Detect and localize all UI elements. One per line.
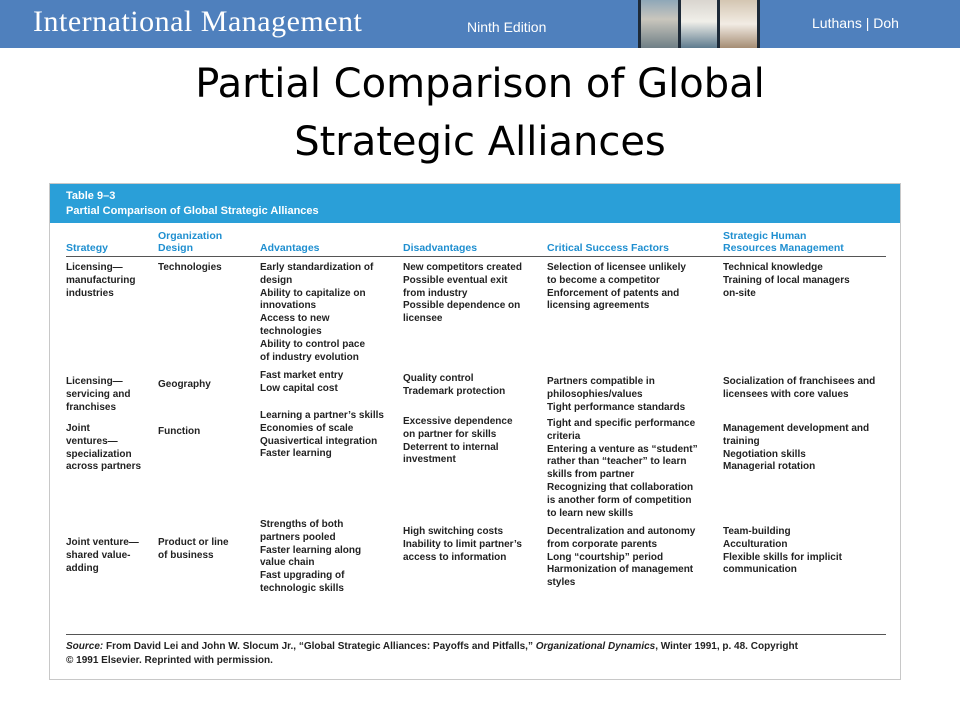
banner-photo xyxy=(720,0,757,48)
cell-line: Entering a venture as “student” xyxy=(547,443,698,455)
cell-line: licensing agreements xyxy=(547,300,650,312)
cell-line: technologic skills xyxy=(260,582,344,594)
table-cell-design xyxy=(158,262,222,275)
cell-line: Possible dependence on xyxy=(403,300,521,312)
cell-line: Fast market entry xyxy=(260,370,344,381)
banner-photo-strip xyxy=(638,0,760,48)
cell-line: Technologies xyxy=(158,262,222,273)
header-strategic-hrm xyxy=(723,230,844,254)
cell-line: Joint xyxy=(66,423,90,434)
cell-line: New competitors created xyxy=(403,262,522,273)
table-cell-shrm xyxy=(723,262,850,300)
header-strategy: Strategy xyxy=(66,242,109,254)
authors-label: Luthans | Doh xyxy=(812,15,899,31)
cell-line: servicing and xyxy=(66,388,131,400)
cell-line: Low capital cost xyxy=(260,382,338,394)
source-copyright: © 1991 Elsevier. Reprinted with permission. xyxy=(66,655,273,666)
cell-line: Faster learning xyxy=(260,448,332,460)
source-text: From David Lei and John W. Slocum Jr., “Global Strategic Alliances: Payoffs and Pitfalls,” xyxy=(103,641,536,652)
table-cell-advantages xyxy=(260,410,384,461)
table-cell-disadvantages xyxy=(403,416,513,467)
table-cell-disadvantages xyxy=(403,262,522,326)
cell-line: Geography xyxy=(158,379,211,390)
cell-line: Ability to control pace xyxy=(260,338,366,350)
cell-line: Excessive dependence xyxy=(403,416,513,427)
header-critical-success-factors: Critical Success Factors xyxy=(547,242,669,254)
cell-line: Technical knowledge xyxy=(723,262,823,273)
source-text: , Winter 1991, p. 48. Copyright xyxy=(655,641,798,652)
cell-line: styles xyxy=(547,577,576,589)
header-advantages: Advantages xyxy=(260,242,320,254)
cell-line: across partners xyxy=(66,461,142,473)
cell-line: investment xyxy=(403,454,456,466)
cell-line: Partners compatible in xyxy=(547,376,655,387)
slide-title-line: Partial Comparison of Global xyxy=(195,61,765,107)
cell-line: Flexible skills for implicit xyxy=(723,551,842,563)
header-line: Strategic Human xyxy=(723,230,807,242)
cell-line: Licensing— xyxy=(66,262,123,273)
cell-line: High switching costs xyxy=(403,526,504,537)
cell-line: Early standardization of xyxy=(260,262,374,273)
cell-line: specialization xyxy=(66,448,132,460)
table-cell-disadvantages xyxy=(403,373,505,399)
cell-line: ventures— xyxy=(66,435,118,447)
cell-line: Harmonization of management xyxy=(547,564,694,576)
cell-line: Inability to limit partner’s xyxy=(403,538,522,550)
cell-line: adding xyxy=(66,562,99,574)
cell-line: Acculturation xyxy=(723,538,788,550)
cell-line: Product or line xyxy=(158,537,229,548)
table-cell-csf xyxy=(547,376,685,414)
cell-line: Training of local managers xyxy=(723,274,850,286)
cell-line: Quasivertical integration xyxy=(260,435,378,447)
cell-line: from industry xyxy=(403,287,468,299)
table-cell-advantages xyxy=(260,519,361,596)
cell-line: rather than “teacher” to learn xyxy=(547,456,687,468)
header-rule xyxy=(66,256,886,257)
table-cell-strategy xyxy=(66,262,135,300)
cell-line: Strengths of both xyxy=(260,519,344,530)
cell-line: Negotiation skills xyxy=(723,448,806,460)
table-cell-csf xyxy=(547,418,698,520)
cell-line: value chain xyxy=(260,557,315,569)
table-cell-advantages xyxy=(260,370,343,396)
header-banner xyxy=(0,0,960,48)
table-cell-design xyxy=(158,426,200,439)
source-journal: Organizational Dynamics xyxy=(535,641,656,652)
cell-line: of business xyxy=(158,549,214,561)
cell-line: Function xyxy=(158,426,201,437)
header-line: Resources Management xyxy=(723,242,844,254)
cell-line: design xyxy=(260,274,293,286)
cell-line: Trademark protection xyxy=(403,385,506,397)
cell-line: Managerial rotation xyxy=(723,461,816,473)
table-cell-strategy xyxy=(66,423,141,474)
cell-line: shared value- xyxy=(66,549,131,561)
banner-photo xyxy=(641,0,678,48)
cell-line: licensees with core values xyxy=(723,388,849,400)
table-number: Table 9–3 xyxy=(66,190,116,202)
cell-line: from corporate parents xyxy=(547,538,658,550)
source-lead: Source: xyxy=(66,641,104,652)
cell-line: Licensing— xyxy=(66,376,123,387)
cell-line: Quality control xyxy=(403,373,474,384)
cell-line: manufacturing xyxy=(66,274,136,286)
cell-line: skills from partner xyxy=(547,469,635,481)
cell-line: licensee xyxy=(403,313,443,325)
cell-line: Deterrent to internal xyxy=(403,441,499,453)
table-cell-shrm xyxy=(723,423,869,474)
cell-line: Possible eventual exit xyxy=(403,274,508,286)
cell-line: of industry evolution xyxy=(260,351,359,363)
cell-line: Management development and xyxy=(723,423,870,434)
cell-line: on-site xyxy=(723,287,756,299)
slide-title-line: Strategic Alliances xyxy=(294,119,666,165)
table-cell-shrm xyxy=(723,526,842,577)
cell-line: criteria xyxy=(547,430,581,442)
cell-line: on partner for skills xyxy=(403,428,497,440)
header-line: Organization xyxy=(158,230,223,242)
cell-line: Tight and specific performance xyxy=(547,418,696,429)
cell-line: training xyxy=(723,435,760,447)
cell-line: communication xyxy=(723,564,797,576)
table-caption-bar xyxy=(50,184,900,223)
cell-line: Enforcement of patents and xyxy=(547,287,680,299)
header-line: Design xyxy=(158,242,194,254)
cell-line: Long “courtship” period xyxy=(547,551,664,563)
table-cell-design xyxy=(158,537,229,563)
cell-line: industries xyxy=(66,287,114,299)
cell-line: Joint venture— xyxy=(66,537,139,548)
cell-line: Tight performance standards xyxy=(547,401,686,413)
cell-line: access to information xyxy=(403,551,507,563)
cell-line: innovations xyxy=(260,300,317,312)
cell-line: Faster learning along xyxy=(260,544,362,556)
table-cell-csf xyxy=(547,262,686,313)
header-organization-design xyxy=(158,230,222,254)
cell-line: Fast upgrading of xyxy=(260,570,345,582)
cell-line: Learning a partner’s skills xyxy=(260,410,384,421)
cell-line: Economies of scale xyxy=(260,422,354,434)
book-title: International Management xyxy=(33,5,363,38)
slide-title xyxy=(0,55,960,171)
cell-line: partners pooled xyxy=(260,531,336,543)
cell-line: Ability to capitalize on xyxy=(260,287,366,299)
cell-line: Recognizing that collaboration xyxy=(547,481,694,493)
table-cell-design xyxy=(158,379,211,392)
header-disadvantages: Disadvantages xyxy=(403,242,478,254)
table-cell-strategy xyxy=(66,376,130,414)
cell-line: is another form of competition xyxy=(547,494,692,506)
cell-line: to learn new skills xyxy=(547,507,634,519)
table-cell-strategy xyxy=(66,537,139,575)
alliance-table xyxy=(49,183,901,680)
cell-line: to become a competitor xyxy=(547,274,660,286)
banner-photo xyxy=(681,0,718,48)
cell-line: Decentralization and autonomy xyxy=(547,526,696,537)
cell-line: philosophies/values xyxy=(547,388,643,400)
source-rule xyxy=(66,634,886,635)
cell-line: technologies xyxy=(260,325,322,337)
table-cell-csf xyxy=(547,526,695,590)
cell-line: franchises xyxy=(66,401,117,413)
table-cell-disadvantages xyxy=(403,526,522,564)
cell-line: Access to new xyxy=(260,313,330,325)
table-caption: Partial Comparison of Global Strategic Alliances xyxy=(66,205,319,217)
cell-line: Socialization of franchisees and xyxy=(723,376,876,387)
cell-line: Selection of licensee unlikely xyxy=(547,262,686,273)
cell-line: Team-building xyxy=(723,526,791,537)
source-note xyxy=(66,640,876,668)
edition-label: Ninth Edition xyxy=(467,19,547,35)
table-cell-advantages xyxy=(260,262,373,364)
table-cell-shrm xyxy=(723,376,875,402)
